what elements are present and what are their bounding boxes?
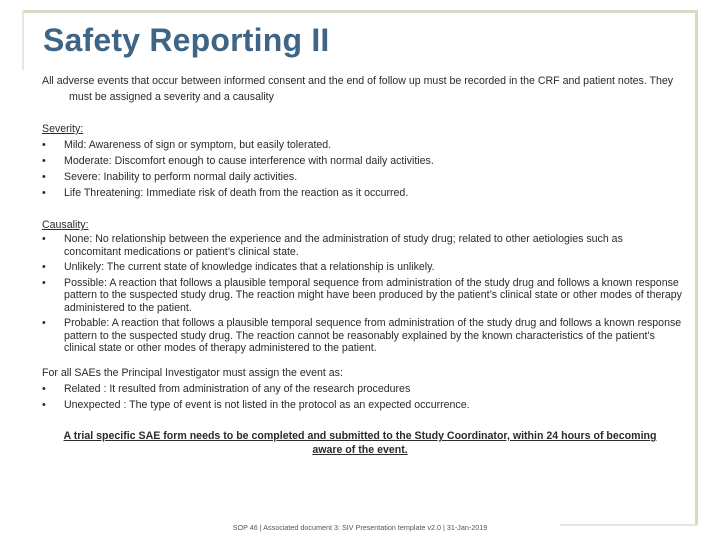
sae-section [42, 365, 682, 413]
causality-item: • Unlikely: The current state of knowledge indicates that a relationship is unlikely. [42, 261, 682, 274]
sae-item: • Related : It resulted from administration of any of the research procedures [42, 381, 682, 397]
sae-list [42, 381, 682, 413]
causality-heading: Causality: [42, 219, 89, 231]
frame-left-border [22, 10, 24, 70]
footer-text: SOP 46 | Associated document 3: SIV Presentation template v2.0 | 31-Jan-2019 [232, 523, 488, 532]
sae-heading: For all SAEs the Principal Investigator must assign the event as: [42, 366, 343, 379]
severity-list [42, 137, 682, 201]
causality-item: • None: No relationship between the experience and the administration of study drug; related to other aetiologies such as concomitant medications or patient’s clinical state. [42, 233, 682, 258]
severity-item: • Severe: Inability to perform normal daily activities. [42, 169, 682, 185]
intro-paragraph: All adverse events that occur between informed consent and the end of follow up must be recorded in the CRF and patient notes. They must be assigned a severity and a causality [42, 75, 674, 103]
severity-item: • Moderate: Discomfort enough to cause interference with normal daily activities. [42, 153, 682, 169]
sae-form-callout: A trial specific SAE form needs to be completed and submitted to the Study Coordinator, within 24 hours of becoming aware of the event. [63, 430, 657, 456]
causality-item: • Possible: A reaction that follows a plausible temporal sequence from administration of the study drug and follows a known response pattern to the suspected study drug. The reaction might have been produced by the patient’s clinical state or other modes of therapy administered to the patient. [42, 277, 682, 315]
severity-item: • Mild: Awareness of sign or symptom, but easily tolerated. [42, 137, 682, 153]
frame-right-border [695, 10, 698, 526]
severity-item: • Life Threatening: Immediate risk of death from the reaction as it occurred. [42, 185, 682, 201]
severity-section [42, 121, 682, 201]
causality-item: • Probable: A reaction that follows a plausible temporal sequence from administration of the study drug and follows a known response pattern to the suspected study drug. The reaction cannot be reasonably explained by the known characteristics of the patient’s clinical state or other modes of therapy administered to the patient. [42, 317, 682, 355]
slide-title: Safety Reporting II [43, 22, 330, 58]
slide-body [42, 73, 682, 423]
severity-heading: Severity: [42, 123, 84, 135]
frame-top-border [22, 10, 698, 13]
causality-list [42, 233, 682, 355]
sae-item: • Unexpected : The type of event is not listed in the protocol as an expected occurrence. [42, 397, 682, 413]
causality-section [42, 217, 682, 355]
